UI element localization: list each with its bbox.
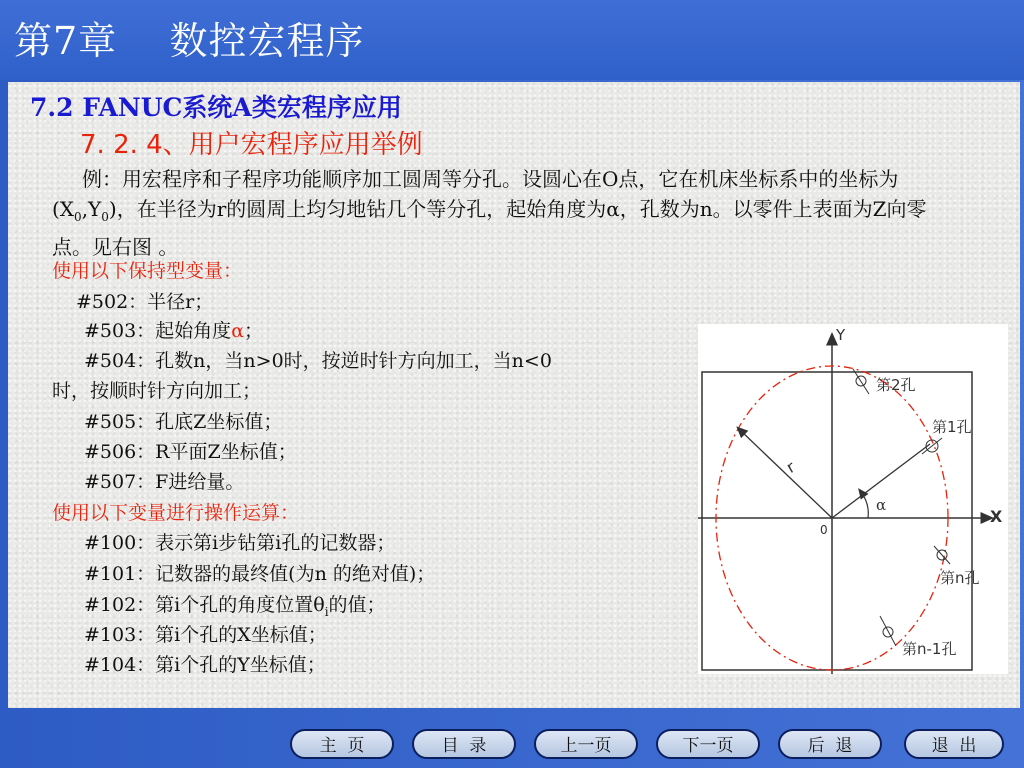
workpiece-outline xyxy=(702,372,972,670)
subsection-heading: 7. 2. 4、用户宏程序应用举例 xyxy=(80,130,423,160)
intro-sub-y: 0 xyxy=(101,210,109,224)
section-heading: 7.2 FANUC系统A类宏程序应用 xyxy=(30,93,402,122)
hole-n-label: 第n孔 xyxy=(940,569,980,587)
var-104: #104：第i个孔的Y坐标值； xyxy=(84,654,326,676)
var-102-text: #102：第i个孔的角度位置θ xyxy=(84,594,325,616)
var-101: #101：记数器的最终值(为n 的绝对值)； xyxy=(84,563,436,585)
var-506: #506：R平面Z坐标值； xyxy=(84,441,297,463)
keep-vars-heading: 使用以下保持型变量： xyxy=(52,260,243,282)
slide-title: 第7章 数控宏程序 xyxy=(14,19,365,63)
radius-line xyxy=(740,430,832,518)
angle-label: α xyxy=(876,496,887,514)
hole-n1-tick xyxy=(880,616,896,646)
var-502: #502：半径r； xyxy=(76,291,214,313)
var-503-suffix: ； xyxy=(244,320,264,342)
intro-sub-x: 0 xyxy=(74,210,82,224)
next-page-button[interactable]: 下一页 xyxy=(656,729,760,759)
y-axis-label: Y xyxy=(836,326,846,344)
title-bar xyxy=(0,0,1024,80)
intro-text-3: )，在半径为r的圆周上均匀地钻几个等分孔，起始角度为α，孔数为n。以零件上表面为Z向零点。见右图 。 xyxy=(52,197,927,259)
exit-button[interactable]: 退 出 xyxy=(904,729,1004,759)
intro-text-1: 例：用宏程序和子程序功能顺序加工圆周等分孔。设圆心在O点，它在机床坐标系中的坐标为(X xyxy=(52,167,899,221)
var-505: #505：孔底Z坐标值； xyxy=(84,411,283,433)
var-100: #100：表示第i步钻第i孔的记数器； xyxy=(84,532,396,554)
figure-svg xyxy=(698,324,1008,674)
intro-text-2: ,Y xyxy=(81,197,102,221)
var-102 xyxy=(84,590,386,619)
back-button[interactable]: 后 退 xyxy=(778,729,882,759)
var-102-suffix: 的值； xyxy=(328,594,386,616)
var-503-alpha: α xyxy=(231,320,245,342)
radius-label: r xyxy=(783,457,799,477)
var-504-line2: 时，按顺时针方向加工； xyxy=(52,380,262,402)
var-507: #507：F进给量。 xyxy=(84,471,245,493)
prev-page-button[interactable]: 上一页 xyxy=(534,729,638,759)
hole-n1-label: 第n-1孔 xyxy=(902,640,957,658)
hole-2-label: 第2孔 xyxy=(876,376,916,394)
calc-vars-heading: 使用以下变量进行操作运算： xyxy=(52,502,300,524)
toc-button[interactable]: 目 录 xyxy=(412,729,516,759)
hole-1-label: 第1孔 xyxy=(932,418,972,436)
var-103: #103：第i个孔的X坐标值； xyxy=(84,624,327,646)
var-503 xyxy=(84,316,263,343)
origin-label: 0 xyxy=(820,523,828,537)
hole-circle-figure xyxy=(698,324,1008,674)
var-504-line1: #504：孔数n，当n>0时，按逆时针方向加工，当n<0 xyxy=(84,350,552,372)
hole-n-tick xyxy=(934,546,950,564)
x-axis-label: X xyxy=(990,507,1003,526)
var-102-sub: i xyxy=(324,604,329,619)
intro-paragraph xyxy=(52,164,932,262)
home-button[interactable]: 主 页 xyxy=(290,729,394,759)
var-503-text: #503：起始角度 xyxy=(84,320,232,342)
